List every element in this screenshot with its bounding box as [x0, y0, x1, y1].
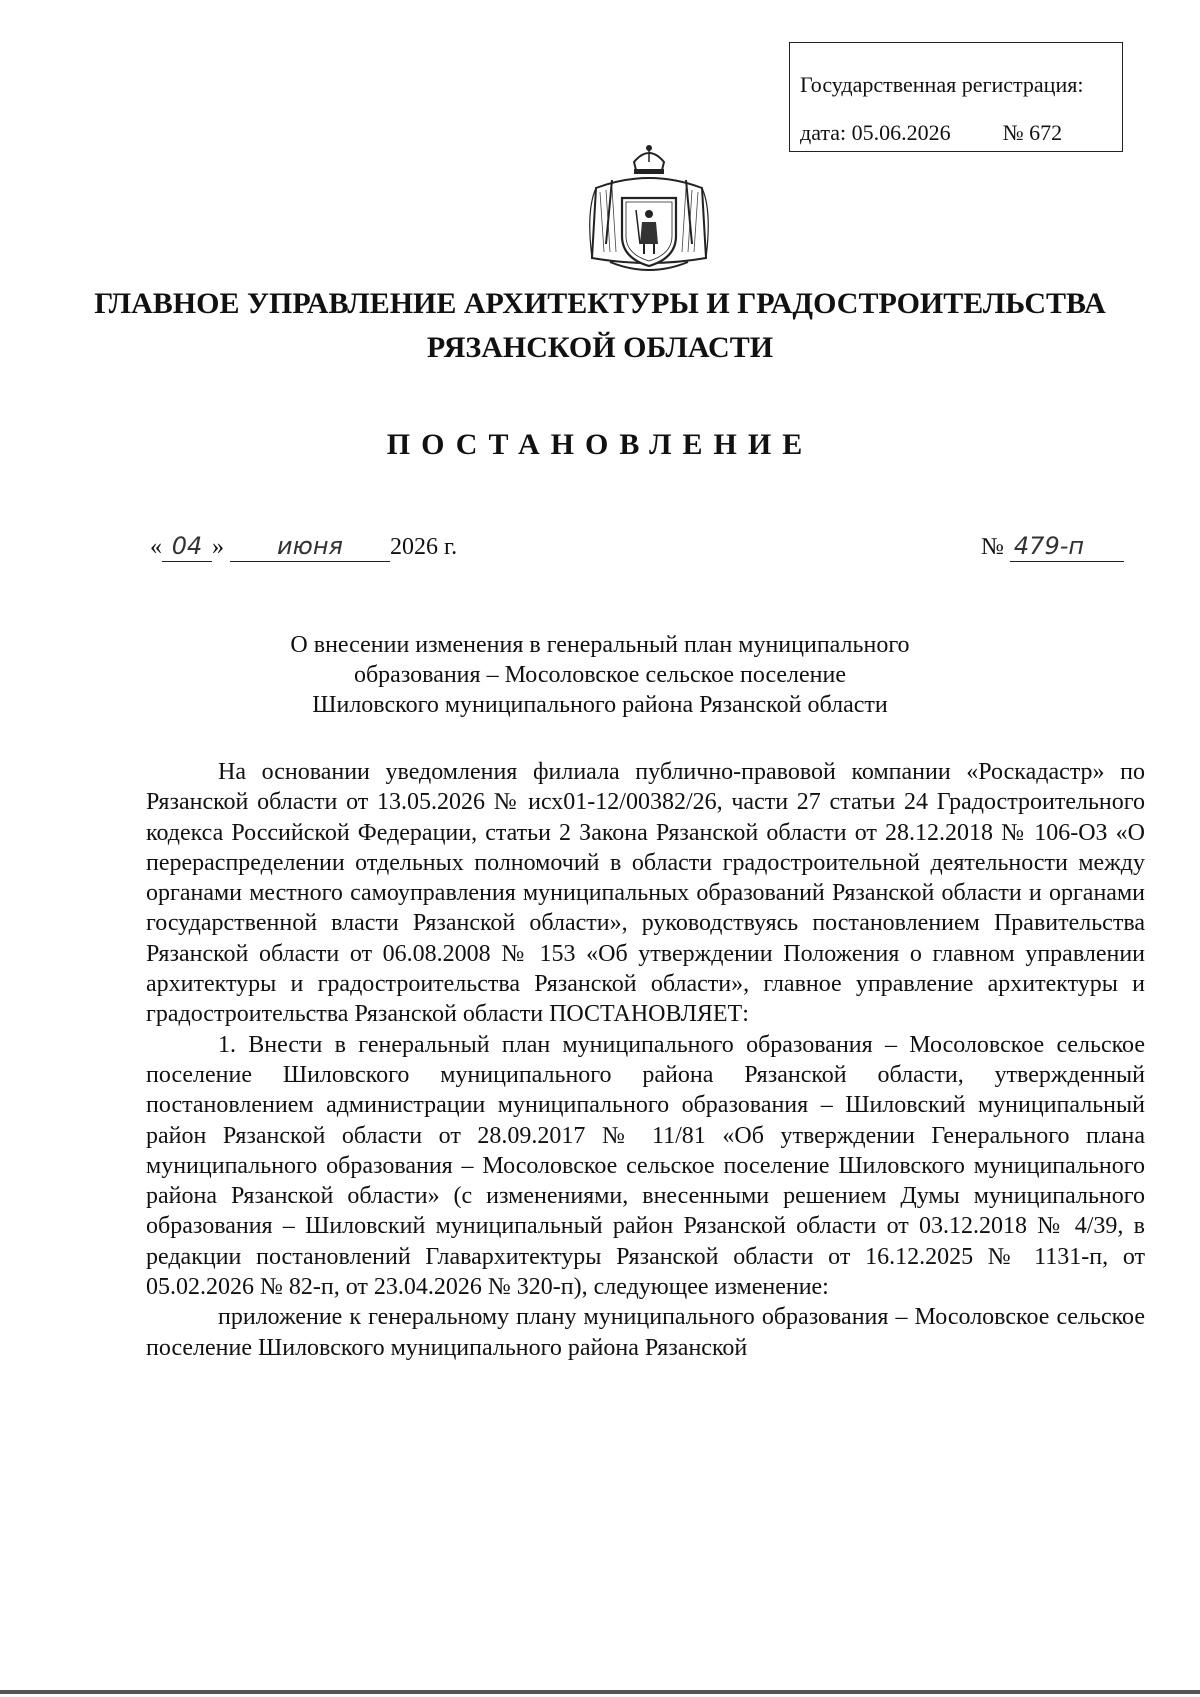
date-close-quote: » [212, 534, 224, 560]
scan-edge-divider [0, 1690, 1200, 1694]
date-year: 2026 г. [390, 534, 458, 560]
document-body [146, 757, 1145, 1363]
registration-number: № 672 [1002, 120, 1063, 145]
document-number [981, 531, 1124, 562]
registration-date-row [800, 109, 1122, 157]
body-paragraph-change: приложение к генеральному плану муниципального образования – Мосоловское сельское поселение Шиловского муниципального района Рязанской [146, 1304, 1145, 1361]
body-paragraph-item-1: 1. Внести в генеральный план муниципального образования – Мосоловское сельское поселение Шиловского муниципального района Рязанской области, утвержденный постановлением администрации муниципального образования – Шиловский муниципальный район Рязанской области от 28.09.2017 № 11/81 «Об утверждении Генерального плана муниципального образования – Мосоловское сельское поселение Шиловского муниципального района Рязанской области» (с изменениями, внесенными решением Думы муниципального образования – Шиловский муниципальный район Рязанской области от 03.12.2018 № 4/39, в редакции постановлений Главархитектуры Рязанской области от 16.12.2025 № 1131-п, от 05.02.2026 № 82-п, от 23.04.2026 № 320-п), следующее изменение: [146, 1031, 1145, 1301]
document-type: ПОСТАНОВЛЕНИЕ [386, 428, 814, 461]
number-sign: № [981, 534, 1004, 560]
subject-line3: Шиловского муниципального района Рязанской области [312, 692, 888, 718]
body-paragraph-preamble: На основании уведомления филиала публично-правовой компании «Роскадастр» по Рязанской области от 13.05.2026 № исх01-12/00382/26, части 27 статьи 24 Градостроительного кодекса Российской Федерации, статьи 2 Закона Рязанской области от 28.12.2018 № 106-ОЗ «О перераспределении отдельных полномочий в области градостроительной деятельности между органами местного самоуправления муниципальных образований Рязанской области и органами государственной власти Рязанской области», руководствуясь постановлением Правительства Рязанской области от 06.08.2008 № 153 «Об утверждении Положения о главном управлении архитектуры и градостроительства Рязанской области», главное управление архитектуры и градостроительства Рязанской области ПОСТАНОВЛЯЕТ: [146, 759, 1145, 1028]
agency-name [80, 282, 1120, 370]
date-day: 04 [162, 531, 212, 562]
subject-line2: образования – Мосоловское сельское поселение [353, 662, 847, 688]
registration-stamp [789, 42, 1123, 152]
document-subject [160, 630, 1040, 720]
subject-line1: О внесении изменения в генеральный план муниципального [290, 632, 910, 658]
registration-label: Государственная регистрация: [800, 72, 1084, 97]
agency-name-line2: РЯЗАНСКОЙ ОБЛАСТИ [426, 331, 774, 364]
registration-date: дата: 05.06.2026 [800, 120, 951, 145]
date-open-quote: « [150, 534, 162, 560]
agency-name-line1: ГЛАВНОЕ УПРАВЛЕНИЕ АРХИТЕКТУРЫ И ГРАДОСТРОИТЕЛЬСТВА [94, 287, 1106, 320]
date-month: июня [230, 531, 390, 562]
number-value: 479-п [1010, 531, 1124, 562]
document-date [150, 531, 457, 562]
ryazan-coat-of-arms-icon [576, 140, 722, 280]
